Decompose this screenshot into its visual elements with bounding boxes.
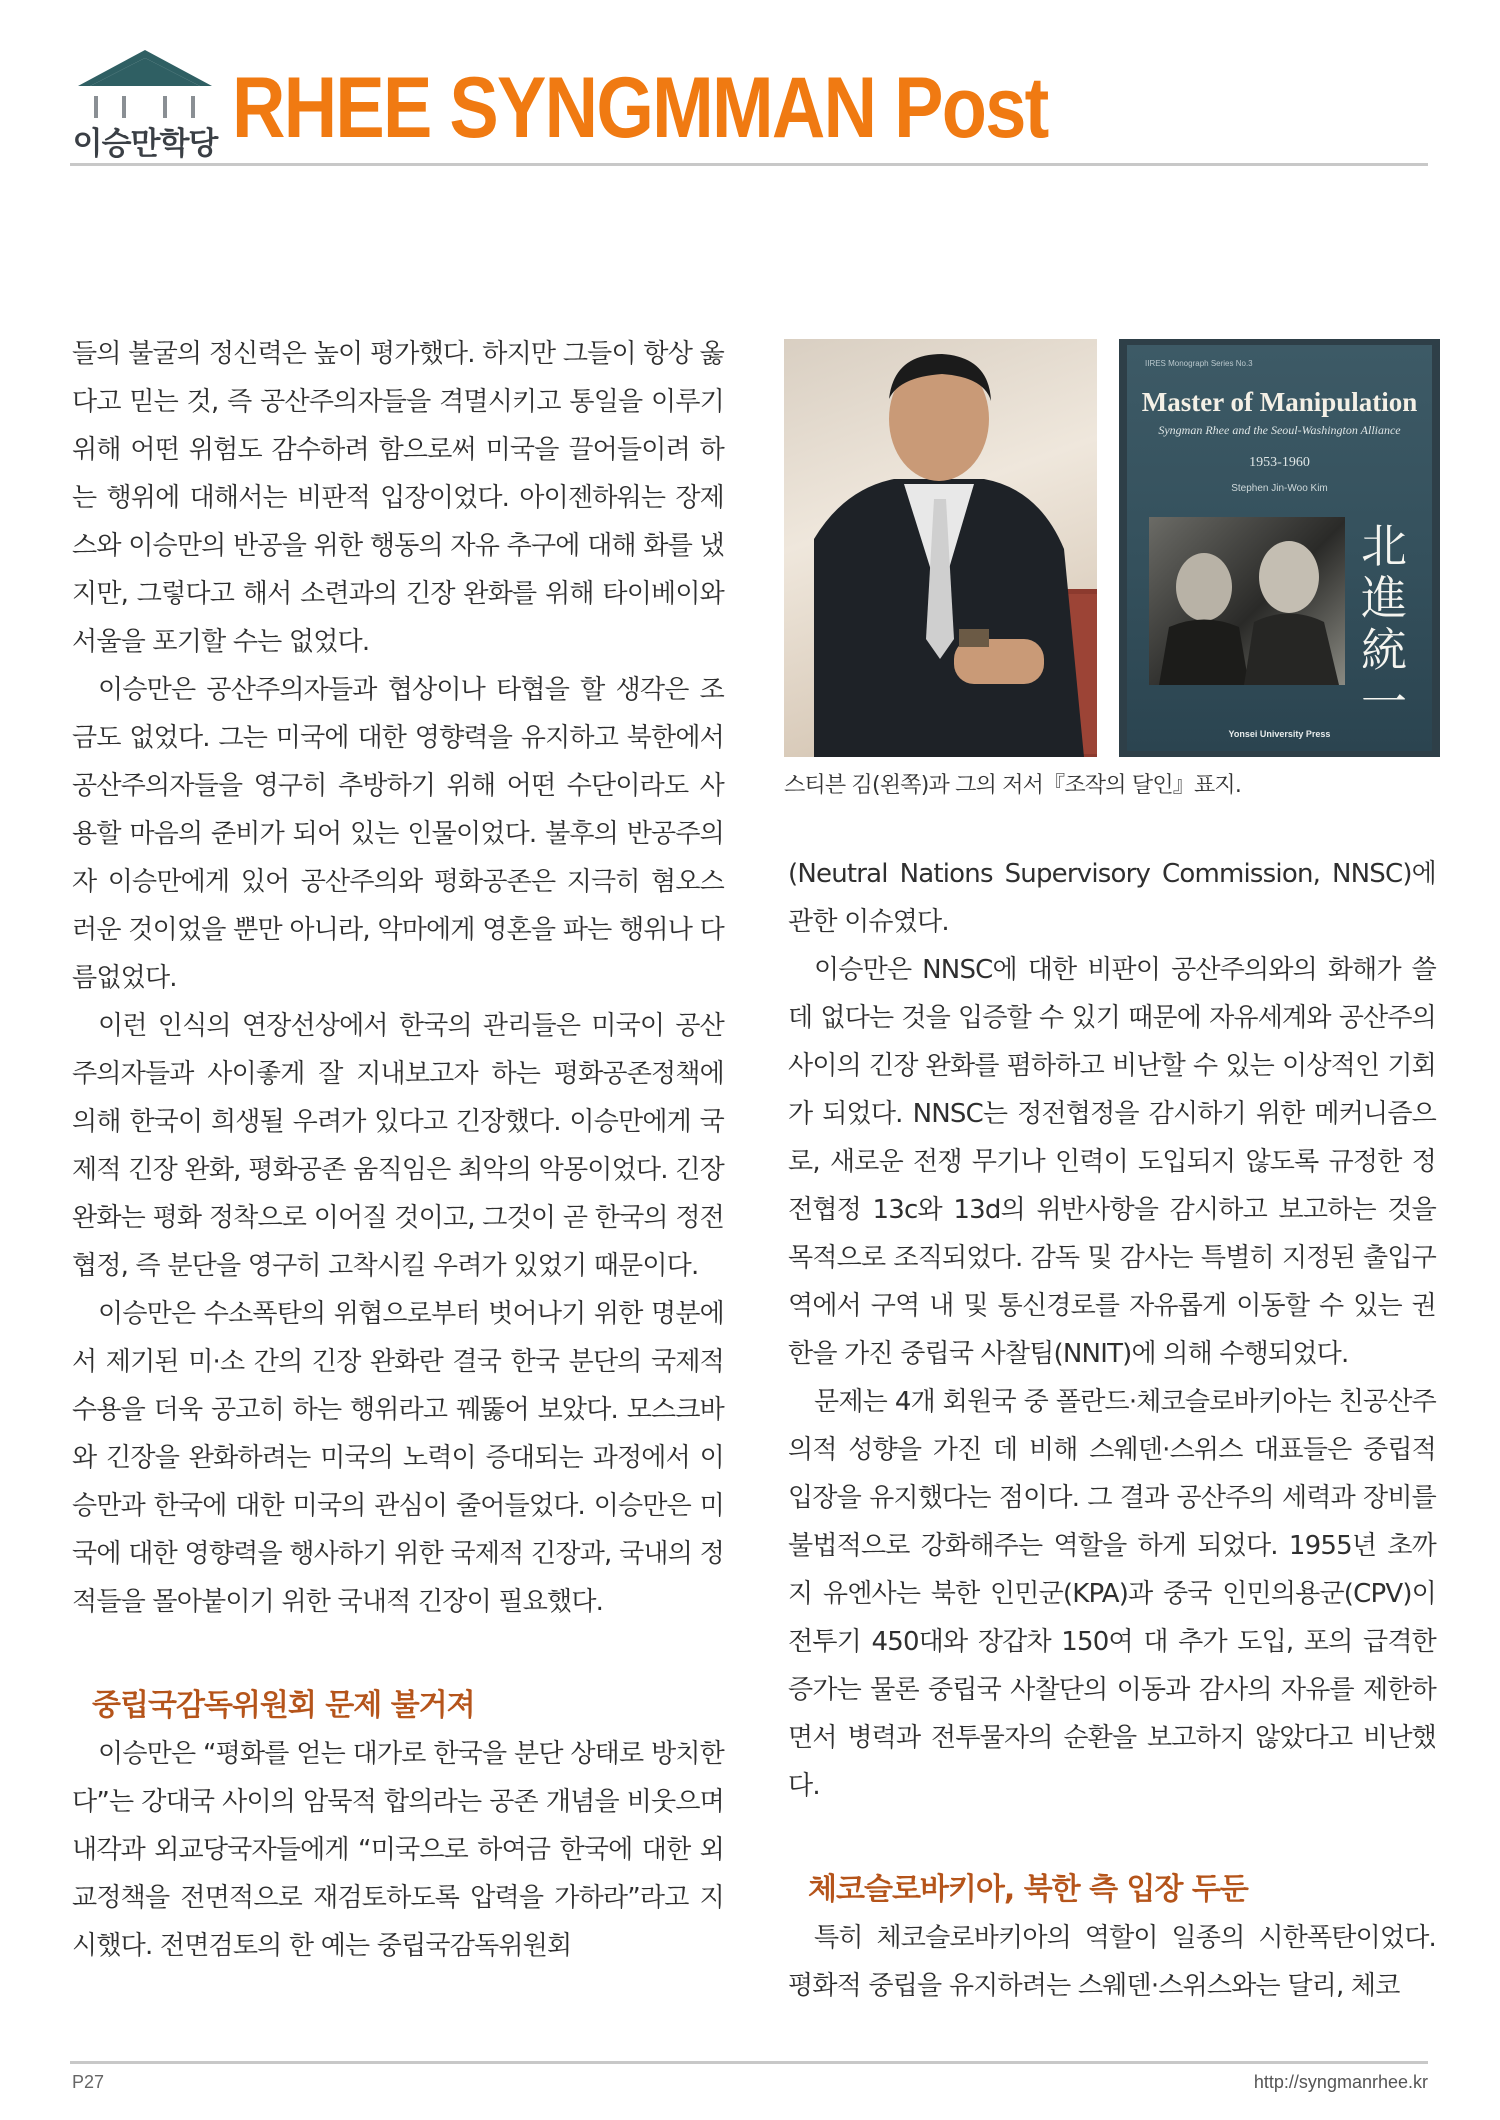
left-paragraph-5: 이승만은 “평화를 얻는 대가로 한국을 분단 상태로 방치한다”는 강대국 사이의 암묵적 합의라는 공존 개념을 비웃으며 내각과 외교당국자들에게 “미국으로 하여금 한국에 대한 외교정책을 전면적으로 재검토하도록 압력을 가하라”라고 지시했다. 전면검토의 한 예는 중립국감독위원회 bbox=[72, 1739, 724, 1961]
right-paragraph-2: 이승만은 NNSC에 대한 비판이 공산주의와의 화해가 쓸데 없다는 것을 입증할 수 있기 때문에 자유세계와 공산주의 사이의 긴장 완화를 폄하하고 비난할 수 있는 이상적인 기회가 되었다. NNSC는 정전협정을 감시하기 위한 메커니즘으로, 새로운 전쟁 무기나 인력이 도입되지 않도록 규정한 정전협정 13c와 13d의 위반사항을 감시하고 보고하는 것을 목적으로 조직되었다. 감독 및 감사는 특별히 지정된 출입구역에서 구역 내 및 통신경로를 자유롭게 이동할 수 있는 권한을 가진 중립국 사찰팀(NNIT)에 의해 수행되었다. bbox=[788, 955, 1436, 1369]
photo-caption: 스티븐 김(왼쪽)과 그의 저서『조작의 달인』표지. bbox=[784, 773, 1242, 798]
section-heading-czechoslovakia: 체코슬로바키아, 북한 측 입장 두둔 bbox=[808, 1872, 1248, 1907]
left-column bbox=[72, 330, 724, 1970]
left-paragraph-3: 이런 인식의 연장선상에서 한국의 관리들은 미국이 공산주의자들과 사이좋게 잘 지내보고자 하는 평화공존정책에 의해 한국이 희생될 우려가 있다고 긴장했다. 이승만에게 국제적 긴장 완화, 평화공존 움직임은 최악의 악몽이었다. 긴장 완화는 평화 정착으로 이어질 것이고, 그것이 곧 한국의 정전협정, 즉 분단을 영구히 고착시킬 우려가 있었기 때문이다. bbox=[72, 1011, 724, 1281]
right-paragraph-4: 특히 체코슬로바키아의 역할이 일종의 시한폭탄이었다. 평화적 중립을 유지하려는 스웨덴·스위스와는 달리, 체코 bbox=[788, 1923, 1436, 2001]
book-cover-photo bbox=[1119, 339, 1440, 757]
logo-text: 이승만학당 bbox=[72, 126, 218, 162]
book-years: 1953-1960 bbox=[1249, 455, 1310, 470]
right-column bbox=[788, 850, 1436, 2010]
page-number: P27 bbox=[72, 2072, 105, 2092]
book-series: IIRES Monograph Series No.3 bbox=[1145, 359, 1253, 368]
book-title: Master of Manipulation bbox=[1141, 387, 1418, 417]
book-cover bbox=[1127, 345, 1432, 751]
book-subtitle: Syngman Rhee and the Seoul-Washington Alliance bbox=[1158, 423, 1401, 437]
section-heading-nnsc: 중립국감독위원회 문제 불거져 bbox=[92, 1688, 475, 1723]
header-divider bbox=[70, 163, 1428, 166]
masthead-title: RHEE SYNGMMAN Post bbox=[232, 60, 1048, 156]
book-cover-image bbox=[1149, 517, 1345, 685]
portrait-photo bbox=[784, 339, 1097, 757]
left-paragraph-2: 이승만은 공산주의자들과 협상이나 타협을 할 생각은 조금도 없었다. 그는 미국에 대한 영향력을 유지하고 북한에서 공산주의자들을 영구히 추방하기 위해 어떤 수단이라도 사용할 마음의 준비가 되어 있는 인물이었다. 불후의 반공주의자 이승만에게 있어 공산주의와 평화공존은 지극히 혐오스러운 것이었을 뿐만 아니라, 악마에게 영혼을 파는 행위나 다름없었다. bbox=[72, 675, 724, 993]
right-paragraph-3: 문제는 4개 회원국 중 폴란드·체코슬로바키아는 친공산주의적 성향을 가진 데 비해 스웨덴·스위스 대표들은 중립적 입장을 유지했다는 점이다. 그 결과 공산주의 세력과 장비를 불법적으로 강화해주는 역할을 하게 되었다. 1955년 초까지 유엔사는 북한 인민군(KPA)과 중국 인민의용군(CPV)이 전투기 450대와 장갑차 150여 대 추가 도입, 포의 급격한 증가는 물론 중립국 사찰단의 이동과 감사의 자유를 제한하면서 병력과 전투물자의 순환을 보고하지 않았다고 비난했다. bbox=[788, 1387, 1436, 1801]
right-paragraph-1: (Neutral Nations Supervisory Commission, NNSC)에 관한 이슈였다. bbox=[788, 859, 1436, 937]
book-calligraphy: 北進統一 bbox=[1361, 519, 1407, 729]
photo-group bbox=[784, 339, 1440, 757]
book-publisher: Yonsei University Press bbox=[1228, 729, 1331, 739]
footer-divider bbox=[70, 2061, 1428, 2064]
left-paragraph-1: 들의 불굴의 정신력은 높이 평가했다. 하지만 그들이 항상 옳다고 믿는 것, 즉 공산주의자들을 격멸시키고 통일을 이루기 위해 어떤 위험도 감수하려 함으로써 미국을 끌어들이려 하는 행위에 대해서는 비판적 입장이었다. 아이젠하워는 장제스와 이승만의 반공을 위한 행동의 자유 추구에 대해 화를 냈지만, 그렇다고 해서 소련과의 긴장 완화를 위해 타이베이와 서울을 포기할 수는 없었다. bbox=[72, 339, 724, 657]
website-url: http://syngmanrhee.kr bbox=[1253, 2072, 1428, 2092]
book-author: Stephen Jin-Woo Kim bbox=[1231, 483, 1328, 494]
left-paragraph-4: 이승만은 수소폭탄의 위협으로부터 벗어나기 위한 명분에서 제기된 미·소 간의 긴장 완화란 결국 한국 분단의 국제적 수용을 더욱 공고히 하는 행위라고 꿰뚫어 보았다. 모스크바와 긴장을 완화하려는 미국의 노력이 증대되는 과정에서 이승만과 한국에 대한 미국의 관심이 줄어들었다. 이승만은 미국에 대한 영향력을 행사하기 위한 국제적 긴장과, 국내의 정적들을 몰아붙이기 위한 국내적 긴장이 필요했다. bbox=[72, 1299, 724, 1617]
